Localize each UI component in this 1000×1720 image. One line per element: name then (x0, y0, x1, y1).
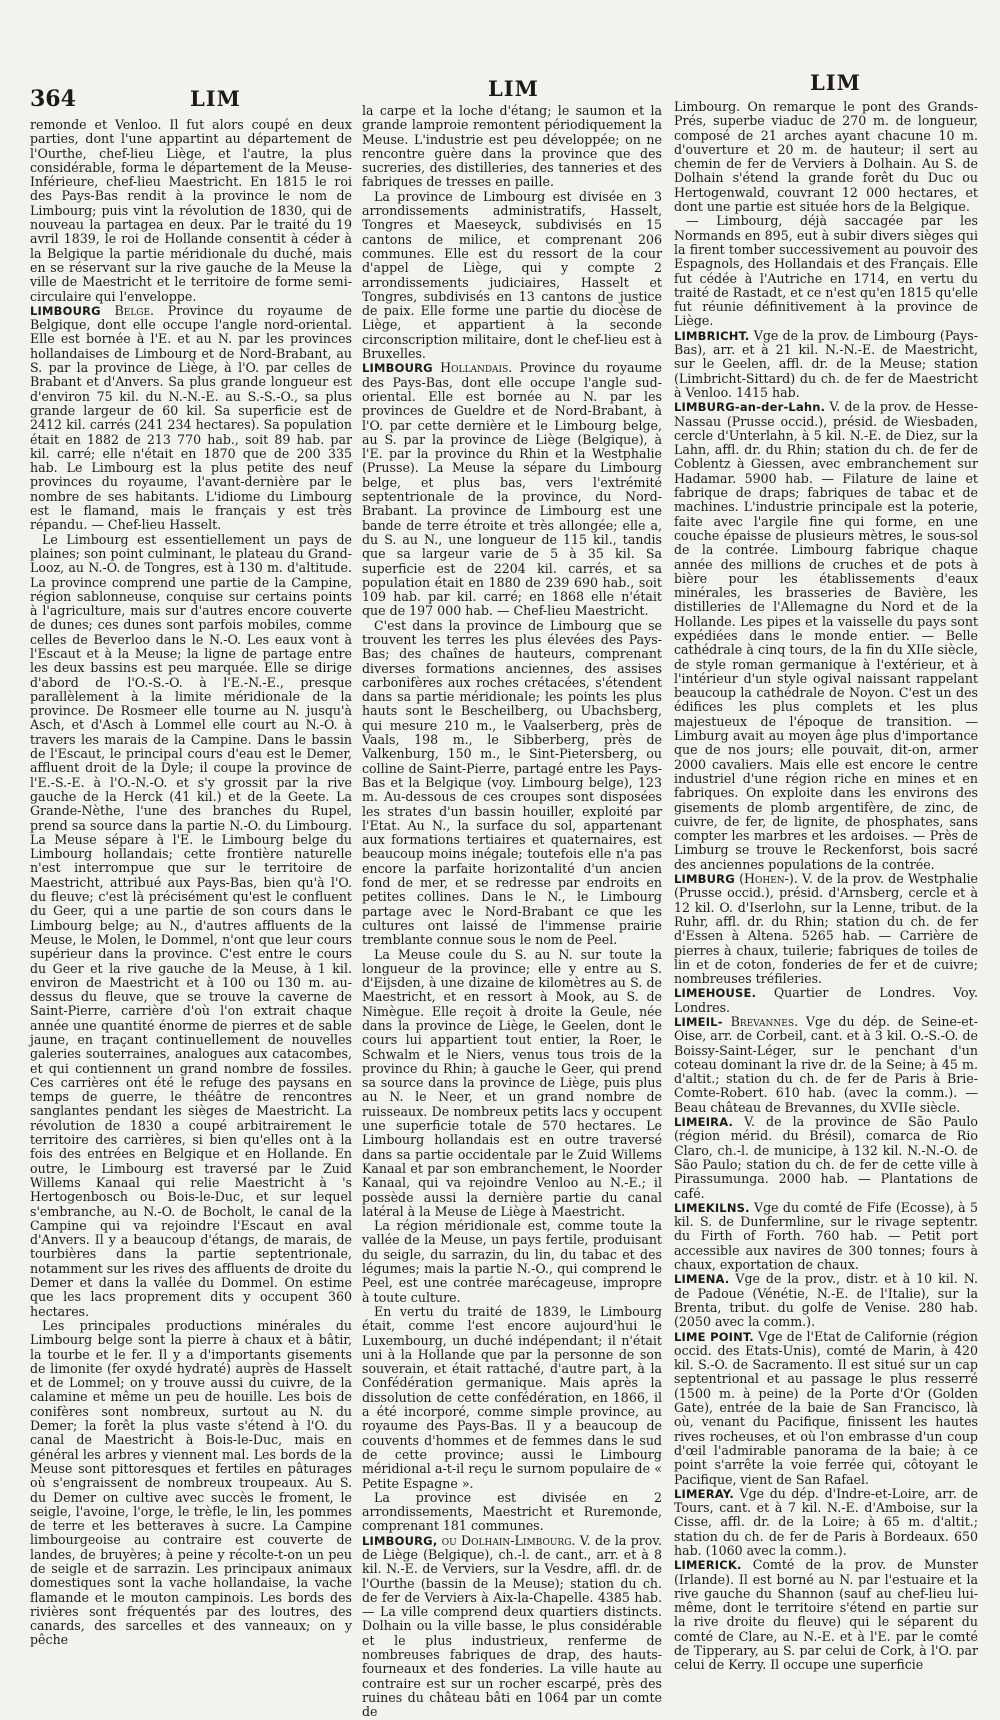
entry-text: Quartier de Londres. Voy. Londres. (674, 985, 978, 1015)
entry-headword: LIMBOURG (362, 361, 433, 376)
body-paragraph: La province est divisée en 2 arrondissements, Maestricht et Ruremonde, comprenant 181 communes. (362, 1489, 662, 1534)
dictionary-entry (674, 400, 978, 872)
entry-headword: LIMBOURG (30, 303, 101, 318)
dictionary-entry (674, 1015, 978, 1115)
entry-text: Vge du comté de Fife (Ecosse), à 5 kil. S. de Dunfermline, sur le rivage septentr. du Firth of Forth. 760 hab. — Petit port accessible aux navires de 300 tonnes; fours à chaux, exportation de chaux. (674, 1199, 978, 1273)
entry-qualifier: (Hohen-). (734, 871, 798, 887)
text-column-3 (674, 99, 978, 1673)
body-paragraph: — Limbourg, déjà saccagée par les Normands en 895, eut à subir divers sièges qui la firent tomber successivement au pouvoir des Espagnols, des Hollandais et des Français. Elle fut cédée à l'Autriche en 1714, en vertu du traité de Rastadt, et ce n'est qu'en 1815 qu'elle fut réunie définitivement à la province de Liège. (674, 213, 978, 329)
dictionary-entry (362, 361, 662, 618)
body-paragraph: remonde et Venloo. Il fut alors coupé en deux parties, dont l'une appartint au département de l'Ourthe, chef-lieu Liège, et l'autre, la plus considérable, forma le département de la Meuse-Inférieure, chef-lieu Maestricht. En 1815 le roi des Pays-Bas rendit à la province le nom de Limbourg; puis vint la révolution de 1830, qui de nouveau la partagea en deux. Par le traité du 19 avril 1839, le roi de Hollande consentit à céder à la Belgique la partie méridionale du duché, mais en se réservant sur la rive gauche de la Meuse la ville de Maestricht et le territoire de forme semi-circulaire qui l'enveloppe. (30, 117, 352, 304)
entry-text: Vge de l'Etat de Californie (région occid. des Etats-Unis), comté de Marin, à 420 kil. S.-O. de Sacramento. Il est situé sur un cap septentrional et au passage le plus resserré (1500 m. à peine) de la Porte d'Or (Golden Gate), entrée de la baie de San Francisco, là où, venant du Pacifique, finissent les hautes rives rocheuses, et où l'on embrasse d'un coup d'œil l'admirable panorama de la baie; à ce point s'arrête la voie ferrée qui, côtoyant le Pacifique, vient de San Rafael. (674, 1328, 978, 1487)
text-column-2 (362, 103, 662, 1720)
body-paragraph: la carpe et la loche d'étang; le saumon et la grande lamproie remontent périodiquement la Meuse. L'industrie est peu développée; on ne rencontre guère dans la province que des sucreries, des distilleries, des tanneries et des fabriques de tresses en paille. (362, 103, 662, 190)
entry-text: Comté de la prov. de Munster (Irlande). Il est borné au N. par l'estuaire et la rive gauche du Shannon (sauf au chef-lieu lui-même, dont le territoire s'étend en partie sur la rive droite du fleuve) qui le séparent du comté de Clare, au N.-E. et à l'E. par le comté de Tipperary, au S. par celui de Cork, à l'O. par celui de Kerry. Il occupe une superficie (674, 1557, 978, 1673)
body-paragraph: La Meuse coule du S. au N. sur toute la longueur de la province; elle y entre au S. d'Eijsden, à une dizaine de kilomètres au S. de Maestricht, et en ressort à Mook, au S. de Nimègue. Elle reçoit à droite la Geule, née dans la province de Liège, le Geelen, dont le cours lui appartient tout entier, la Roer, le Schwalm et le Niers, venus tous trois de la province du Rhin; à gauche le Geer, qui prend sa source dans la province de Liège, puis plus au N. le Neer, et un grand nombre de ruisseaux. De nombreux petits lacs y occupent une superficie totale de 570 hectares. Le Limbourg hollandais est en outre traversé dans sa partie occidentale par le Zuid Willems Kanaal et par son embranchement, le Noorder Kanaal, qui va rejoindre Venloo au N.-E.; il possède aussi la dernière partie du canal latéral à la Meuse de Liège à Maestricht. (362, 946, 662, 1219)
dictionary-entry (674, 1115, 978, 1201)
body-paragraph: La région méridionale est, comme toute la vallée de la Meuse, un pays fertile, produisant du seigle, du sarrazin, du lin, du tabac et des légumes; mais la partie N.-O., qui comprend le Peel, est une contrée marécageuse, impropre à toute culture. (362, 1218, 662, 1305)
entry-text: V. de la prov. de Westphalie (Prusse occid.), présid. d'Arnsberg, cercle et à 12 kil. O. d'Iserlohn, sur la Lenne, tribut. de la Ruhr, affl. dr. du Rhin; station du ch. de fer d'Essen à Altena. 5265 hab. — Carrière de pierres à chaux, tuilerie; fabriques de toiles de lin et de coton, fonderies de fer et de cuivre; nombreuses tréfileries. (674, 871, 978, 987)
dictionary-entry (674, 1558, 978, 1672)
entry-text: Vge du dép. de Seine-et-Oise, arr. de Corbeil, cant. et à 3 kil. O.-S.-O. de Boissy-Saint-Léger, sur le penchant d'un coteau dominant la rive dr. de la Seine; à 45 m. d'altit.; station du ch. de fer de Paris à Brie-Comte-Robert. 610 hab. (avec la comm.). — Beau château de Brevannes, du XVIIe siècle. (674, 1014, 978, 1115)
entry-text: V. de la prov. de Liège (Belgique), ch.-l. de cant., arr. et à 8 kil. N.-E. de Verviers, sur la Vesdre, affl. dr. de l'Ourthe (bassin de la Meuse); station du ch. de fer de Verviers à Aix-la-Chapelle. 4385 hab. — La ville comprend deux quartiers distincts. Dolhain ou la ville basse, le plus considérable et le plus industrieux, renferme de nombreuses fabriques de drap, des hauts-fourneaux et des fonderies. La ville haute au contraire est sur un rocher escarpé, près des ruines du château bâti en 1064 par un comte de (362, 1532, 662, 1720)
body-paragraph: Le Limbourg est essentiellement un pays de plaines; son point culminant, le plateau du Grand-Looz, au N.-O. de Tongres, est à 130 m. d'altitude. La province comprend une partie de la Campine, région sablonneuse, conquise sur certains points à l'agriculture, mais sur d'autres encore couverte de dunes; ces dunes sont parfois mobiles, comme celles de Beverloo dans le N.-O. Les eaux vont à l'Escaut et à la Meuse; la ligne de partage entre les deux bassins est peu marquée. Elle se dirige d'abord de l'O.-S.-O. à l'E.-N.-E., presque parallèlement à la limite méridionale de la province. De Rosmeer elle tourne au N. jusqu'à Asch, et d'Asch à Lommel elle court au N.-O. à travers les marais de la Campine. Dans le bassin de l'Escaut, le principal cours d'eau est le Demer, affluent droit de la Dyle; il coupe la province de l'E.-S.-E. à l'O.-N.-O. et s'y grossit par la rive gauche de la Herck (41 kil.) et de la Geete. La Grande-Nèthe, l'une des branches du Rupel, prend sa source dans la partie N.-O. du Limbourg. La Meuse sépare à l'E. le Limbourg belge du Limbourg hollandais; cette frontière naturelle n'est interrompue que sur le territoire de Maestricht, attribué aux Pays-Bas, bien qu'à l'O. du fleuve; c'est là précisément qu'est le confluent du Geer, qui a une partie de son cours dans le Limbourg belge; au N., d'autres affluents de la Meuse, le Molen, le Dommel, n'ont que leur cours supérieur dans la province. C'est entre le cours du Geer et la rive gauche de la Meuse, à 1 kil. environ de Maestricht et à 100 ou 130 m. au-dessus du fleuve, que se trouve la caverne de Saint-Pierre, carrière d'où l'on extrait chaque année une quantité énorme de pierres et de sable jaune, en traçant continuellement de nouvelles galeries souterraines, analogues aux catacombes, et qui contiennent un grand nombre de fossiles. Ces carrières ont été le refuge des paysans en temps de guerre, le théâtre de rencontres sanglantes pendant les sièges de Maestricht. La révolution de 1830 a coupé arbitrairement le territoire des carrières, si bien qu'elles ont à la fois des entrées en Belgique et en Hollande. En outre, le Limbourg est traversé par le Zuid Willems Kanaal qui relie Maestricht à 's Hertogenbosch ou Bois-le-Duc, et sur lequel s'embranche, au N.-O. de Bocholt, le canal de la Campine qui va rejoindre l'Escaut en aval d'Anvers. Il y a beaucoup d'étangs, de marais, de tourbières dans la partie septentrionale, notamment sur les rives des affluents de droite du Demer et dans la vallée du Dommel. On estime que les lacs proprement dits y occupent 360 hectares. (30, 531, 352, 1319)
running-head-right: LIM (810, 70, 861, 95)
entry-qualifier: Hollandais. (432, 360, 513, 376)
body-paragraph: En vertu du traité de 1839, le Limbourg était, comme l'est encore aujourd'hui le Luxembourg, un duché indépendant; il n'était uni à la Hollande que par la personne de son souverain, et était rattaché, d'autre part, à la Confédération germanique. Mais après la dissolution de cette confédération, en 1866, il a été incorporé, comme simple province, au royaume des Pays-Bas. Il y a beaucoup de couvents d'hommes et de femmes dans le sud de cette province; aussi le Limbourg méridional a-t-il reçu le surnom populaire de « Petite Espagne ». (362, 1303, 662, 1491)
entry-headword: LIMEHOUSE. (674, 986, 757, 1001)
dictionary-entry (674, 1330, 978, 1487)
dictionary-entry (674, 329, 978, 400)
entry-text: Vge du dép. d'Indre-et-Loire, arr. de Tours, cant. et à 7 kil. N.-E. d'Amboise, sur la Cisse, affl. dr. de la Loire; à 65 m. d'altit.; station du ch. de fer de Paris à Bordeaux. 650 hab. (1060 avec la comm.). (674, 1485, 978, 1558)
entry-text: Vge de la prov., distr. et à 10 kil. N. de Padoue (Vénétie, N.-E. de l'Italie), sur la Brenta, tribut. du golfe de Venise. 280 hab. (2050 avec la comm.). (674, 1271, 978, 1330)
entry-headword: LIMEKILNS. (674, 1200, 750, 1215)
dictionary-entry (674, 1487, 978, 1558)
entry-qualifier: Brevannes. (722, 1014, 799, 1029)
text-column-1 (30, 117, 352, 1648)
entry-headword: LIMBOURG, (362, 1533, 438, 1548)
entry-text: Province du royaume des Pays-Bas, dont elle occupe l'angle sud-oriental. Elle est bornée au N. par les provinces de Gueldre et de Nord-Brabant, à l'O. par cette dernière et le Limbourg belge, au S. par la province de Liège (Belgique), à l'E. par la province du Rhin et la Westphalie (Prusse). La Meuse la sépare du Limbourg belge, et plus bas, vers l'extrémité septentrionale de la province, du Nord-Brabant. La province de Limbourg est une bande de terre étroite et très allongée; elle a, du S. au N., une longueur de 115 kil., tandis que sa largeur varie de 5 à 35 kil. Sa superficie est de 2204 kil. carrés, et sa population était en 1880 de 239 690 hab., soit 109 hab. par kil. carré; en 1868 elle n'était que de 197 000 hab. — Chef-lieu Maestricht. (362, 360, 662, 619)
entry-headword: LIMEIL- (674, 1015, 723, 1029)
entry-text: Province du royaume de Belgique, dont elle occupe l'angle nord-oriental. Elle est bornée à l'E. et au N. par les provinces hollandaises de Limbourg et de Nord-Brabant, au S. par la province de Liège, à l'O. par celles de Brabant et d'Anvers. Sa plus grande longueur est d'environ 75 kil. du N.-N.-E. au S.-S.-O., sa plus grande largeur de 60 kil. Sa superficie est de 2412 kil. carrés (241 234 hectares). Sa population était en 1882 de 213 770 hab., soit 89 hab. par kil. carré; elle n'était en 1870 que de 200 335 hab. Le Limbourg est la plus petite des neuf provinces du royaume, l'avant-dernière par le nombre de ses habitants. L'idiome du Limbourg est le flamand, mais le français y est très répandu. — Chef-lieu Hasselt. (30, 302, 352, 533)
entry-headword: LIMBRICHT. (674, 328, 750, 343)
body-paragraph: C'est dans la province de Limbourg que se trouvent les terres les plus élevées des Pays-Bas; des chaînes de hauteurs, comprenant diverses formations anciennes, des assises carbonifères aux roches crétacées, s'étendent dans sa partie méridionale; les points les plus hauts sont le Bescheilberg, ou Ubachsberg, qui mesure 210 m., le Vaalserberg, près de Vaals, 198 m., le Sibberberg, près de Valkenburg, 150 m., le Sint-Pietersberg, ou colline de Saint-Pierre, partagé entre les Pays-Bas et la Belgique (voy. Limbourg belge), 123 m. Au-dessous de ces croupes sont disposées les strates d'un bassin houiller, exploité par l'Etat. Au N., la surface du sol, appartenant aux formations tertiaires et quaternaires, est beaucoup moins inégale; toutefois elle n'a pas encore la parfaite horizontalité d'un ancien fond de mer, et se redresse par endroits en petites collines. Dans le N., le Limbourg partage avec le Nord-Brabant ce que les cultures ont laissé de l'immense prairie tremblante connue sous le nom de Peel. (362, 617, 662, 948)
entry-headword: LIMBURG (674, 872, 735, 887)
entry-headword: LIMENA. (674, 1272, 730, 1287)
entry-headword: LIMBURG-an-der-Lahn. (674, 400, 826, 415)
dictionary-entry (362, 1534, 662, 1720)
body-paragraph: Limbourg. On remarque le pont des Grands-Prés, superbe viaduc de 270 m. de longueur, composé de 21 arches ayant chacune 10 m. d'ouverture et 20 m. de hauteur; il sert au chemin de fer de Verviers à Dolhain. Au S. de Dolhain s'étend la grande forêt du Duc ou Hertogenwald, couvrant 12 000 hectares, et dont une partie est située hors de la Belgique. (674, 99, 978, 215)
running-head-left: LIM (190, 86, 241, 111)
dictionary-entry (30, 304, 352, 533)
entry-headword: LIMERAY. (674, 1486, 734, 1501)
entry-qualifier: ou Dolhain-Limbourg. (437, 1532, 576, 1548)
entry-text: Vge de la prov. de Limbourg (Pays-Bas), arr. et à 21 kil. N.-N.-E. de Maestricht, sur le Geelen, affl. dr. de la Meuse; station (Limbricht-Sittard) du ch. de fer de Maestricht à Venloo. 1415 hab. (674, 327, 978, 400)
body-paragraph: Les principales productions minérales du Limbourg belge sont la pierre à chaux et à bâtir, la tourbe et le fer. Il y a d'importants gisements de limonite (fer oxydé hydraté) auprès de Hasselt et de Lommel; on y trouve aussi du cuivre, de la calamine et même un peu de houille. Les bois de conifères sont nombreux, surtout au N. du Demer; la forêt la plus vaste s'étend à l'O. du canal de Maestricht à Bois-le-Duc, mais en général les arbres y viennent mal. Les bords de la Meuse sont pittoresques et fertiles en pâturages où s'engraissent de nombreux troupeaux. Au S. du Demer on cultive avec succès le froment, le seigle, l'avoine, l'orge, le trèfle, le lin, les pommes de terre et les betteraves à sucre. La Campine limbourgeoise au contraire est couverte de landes, de bruyères; à peine y récolte-t-on un peu de seigle et de sarrazin. Les principaux animaux domestiques sont la vache hollandaise, la vache flamande et le mouton campinois. Les bords des rivières sont fréquentés par des loutres, des canards, des sarcelles et des vanneaux; on y pêche (30, 1317, 352, 1648)
entry-headword: LIMERICK. (674, 1558, 742, 1573)
dictionary-entry (674, 986, 978, 1015)
entry-text: V. de la prov. de Hesse-Nassau (Prusse occid.), présid. de Wiesbaden, cercle d'Unterlahn, à 5 kil. N.-E. de Diez, sur la Lahn, affl. dr. du Rhin; station du ch. de fer de Coblentz à Giessen, avec embranchement sur Hadamar. 5900 hab. — Filature de laine et fabrique de draps; fabriques de tabac et de machines. L'industrie principale est la poterie, faite avec l'argile fine qui forme, en une couche épaisse de plusieurs mètres, le sous-sol de la contrée. Limbourg fabrique chaque année des millions de cruches et de pots à bière pour les établissements d'eaux minérales, les brasseries de Bavière, les distilleries de l'Allemagne du Nord et de la Hollande. Les pipes et la vaisselle du pays sont expédiées dans le monde entier. — Belle cathédrale à cinq tours, de la fin du XIIe siècle, de style roman germanique à l'extérieur, et à l'intérieur d'un style ogival naissant rappelant beaucoup la cathédrale de Noyon. C'est un des édifices les plus complets et les plus majestueux de l'époque de transition. — Limburg avait au moyen âge plus d'importance que de nos jours; elle pouvait, dit-on, armer 2000 cavaliers. Mais elle est encore le centre industriel d'une région riche en mines et en fabriques. On exploite dans les environs des gisements de plomb argentifère, de zinc, de cuivre, de fer, de lignite, de phosphates, sans compter les marbres et les ardoises. — Près de Limburg se trouve le Reckenforst, bois sacré des anciennes populations de la contrée. (674, 399, 978, 872)
entry-qualifier: Belge. (100, 302, 155, 318)
entry-headword: LIMEIRA. (674, 1115, 734, 1130)
running-head-center: LIM (488, 76, 539, 101)
dictionary-entry (674, 1272, 978, 1329)
dictionary-entry (674, 872, 978, 986)
entry-text: V. de la province de São Paulo (région mérid. du Brésil), comarca de Rio Claro, ch.-l. de municipe, à 132 kil. N.-N.-O. de São Paulo; station du ch. de fer de cette ville à Pirassumunga. 2000 hab. — Plantations de café. (674, 1114, 978, 1201)
page-number: 364 (30, 86, 76, 112)
dictionary-entry (674, 1201, 978, 1272)
body-paragraph: La province de Limbourg est divisée en 3 arrondissements administratifs, Hasselt, Tongres et Maeseyck, subdivisés en 15 cantons de milice, et comprenant 206 communes. Elle est du ressort de la cour d'appel de Liège, qui y compte 2 arrondissements judiciaires, Hasselt et Tongres, subdivisés en 13 cantons de justice de paix. Elle forme une partie du diocèse de Liège, et appartient à la seconde circonscription militaire, dont le chef-lieu est à Bruxelles. (362, 188, 662, 362)
entry-headword: LIME POINT. (674, 1329, 754, 1344)
